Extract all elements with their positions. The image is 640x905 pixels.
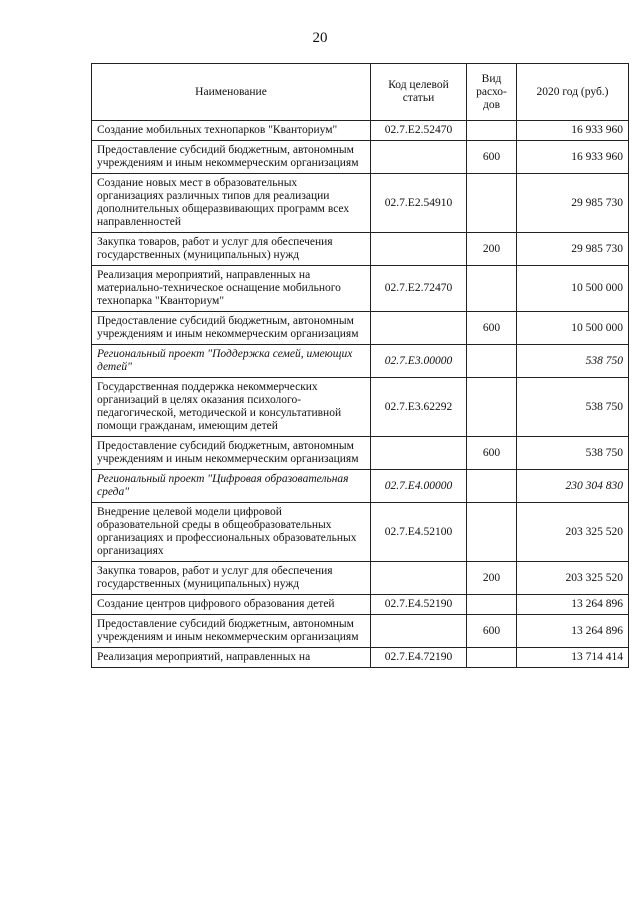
row-code-cell: 02.7.E2.52470 [371, 121, 467, 141]
row-code-cell [371, 615, 467, 648]
table-row [92, 437, 629, 470]
table-row [92, 648, 629, 668]
header-name: Наименование [92, 64, 371, 121]
row-name-cell: Региональный проект "Цифровая образовательная среда" [92, 470, 371, 503]
row-expense-type-cell [467, 378, 517, 437]
row-sum-cell: 203 325 520 [517, 562, 629, 595]
row-sum-cell: 13 264 896 [517, 595, 629, 615]
table-body [92, 121, 629, 668]
row-code-cell [371, 437, 467, 470]
row-expense-type-cell [467, 266, 517, 312]
table-row [92, 121, 629, 141]
row-expense-type-cell: 200 [467, 233, 517, 266]
budget-table [91, 63, 629, 668]
row-sum-cell: 29 985 730 [517, 233, 629, 266]
row-expense-type-cell [467, 174, 517, 233]
row-expense-type-cell [467, 345, 517, 378]
table-row [92, 312, 629, 345]
row-code-cell [371, 141, 467, 174]
header-sum-2020: 2020 год (руб.) [517, 64, 629, 121]
row-sum-cell: 203 325 520 [517, 503, 629, 562]
row-name-cell: Закупка товаров, работ и услуг для обеспечения государственных (муниципальных) нужд [92, 233, 371, 266]
row-name-cell: Государственная поддержка некоммерческих организаций в целях оказания психолого-педагогической, методической и консультативной помощи гражданам, имеющим детей [92, 378, 371, 437]
row-expense-type-cell [467, 470, 517, 503]
row-code-cell: 02.7.E4.52100 [371, 503, 467, 562]
header-expense-type: Вид расхо-дов [467, 64, 517, 121]
row-expense-type-cell [467, 648, 517, 668]
row-sum-cell: 538 750 [517, 345, 629, 378]
row-expense-type-cell: 600 [467, 437, 517, 470]
table-row [92, 266, 629, 312]
row-expense-type-cell [467, 595, 517, 615]
row-name-cell: Создание центров цифрового образования детей [92, 595, 371, 615]
table-row [92, 174, 629, 233]
row-sum-cell: 16 933 960 [517, 121, 629, 141]
table-row [92, 470, 629, 503]
row-name-cell: Реализация мероприятий, направленных на [92, 648, 371, 668]
row-expense-type-cell: 600 [467, 615, 517, 648]
row-code-cell: 02.7.E4.52190 [371, 595, 467, 615]
row-code-cell: 02.7.E2.72470 [371, 266, 467, 312]
row-code-cell: 02.7.E4.72190 [371, 648, 467, 668]
header-row [92, 64, 629, 121]
row-name-cell: Предоставление субсидий бюджетным, автономным учреждениям и иным некоммерческим организациям [92, 312, 371, 345]
row-name-cell: Предоставление субсидий бюджетным, автономным учреждениям и иным некоммерческим организациям [92, 437, 371, 470]
row-code-cell: 02.7.E3.00000 [371, 345, 467, 378]
row-code-cell [371, 233, 467, 266]
row-name-cell: Создание мобильных технопарков "Кванториум" [92, 121, 371, 141]
table-row [92, 503, 629, 562]
row-name-cell: Реализация мероприятий, направленных на материально-техническое оснащение мобильного технопарка "Кванториум" [92, 266, 371, 312]
row-expense-type-cell [467, 121, 517, 141]
row-sum-cell: 10 500 000 [517, 266, 629, 312]
row-code-cell [371, 312, 467, 345]
row-name-cell: Предоставление субсидий бюджетным, автономным учреждениям и иным некоммерческим организациям [92, 615, 371, 648]
row-code-cell: 02.7.E2.54910 [371, 174, 467, 233]
row-sum-cell: 538 750 [517, 378, 629, 437]
page-number: 20 [312, 30, 328, 46]
row-sum-cell: 13 264 896 [517, 615, 629, 648]
table-header [92, 64, 629, 121]
row-name-cell: Закупка товаров, работ и услуг для обеспечения государственных (муниципальных) нужд [92, 562, 371, 595]
row-sum-cell: 29 985 730 [517, 174, 629, 233]
row-name-cell: Внедрение целевой модели цифровой образовательной среды в общеобразовательных организациях и профессиональных образовательных организациях [92, 503, 371, 562]
row-code-cell: 02.7.E3.62292 [371, 378, 467, 437]
row-expense-type-cell: 600 [467, 312, 517, 345]
row-sum-cell: 13 714 414 [517, 648, 629, 668]
row-code-cell [371, 562, 467, 595]
table-row [92, 141, 629, 174]
row-expense-type-cell [467, 503, 517, 562]
table-row [92, 233, 629, 266]
table-row [92, 595, 629, 615]
row-code-cell: 02.7.E4.00000 [371, 470, 467, 503]
table-row [92, 615, 629, 648]
row-sum-cell: 538 750 [517, 437, 629, 470]
row-sum-cell: 230 304 830 [517, 470, 629, 503]
table-row [92, 562, 629, 595]
row-name-cell: Региональный проект "Поддержка семей, имеющих детей" [92, 345, 371, 378]
row-name-cell: Предоставление субсидий бюджетным, автономным учреждениям и иным некоммерческим организациям [92, 141, 371, 174]
header-code: Код целевой статьи [371, 64, 467, 121]
row-sum-cell: 10 500 000 [517, 312, 629, 345]
row-expense-type-cell: 200 [467, 562, 517, 595]
row-expense-type-cell: 600 [467, 141, 517, 174]
row-sum-cell: 16 933 960 [517, 141, 629, 174]
row-name-cell: Создание новых мест в образовательных организациях различных типов для реализации дополнительных общеразвивающих программ всех направленностей [92, 174, 371, 233]
table-row [92, 345, 629, 378]
table-row [92, 378, 629, 437]
